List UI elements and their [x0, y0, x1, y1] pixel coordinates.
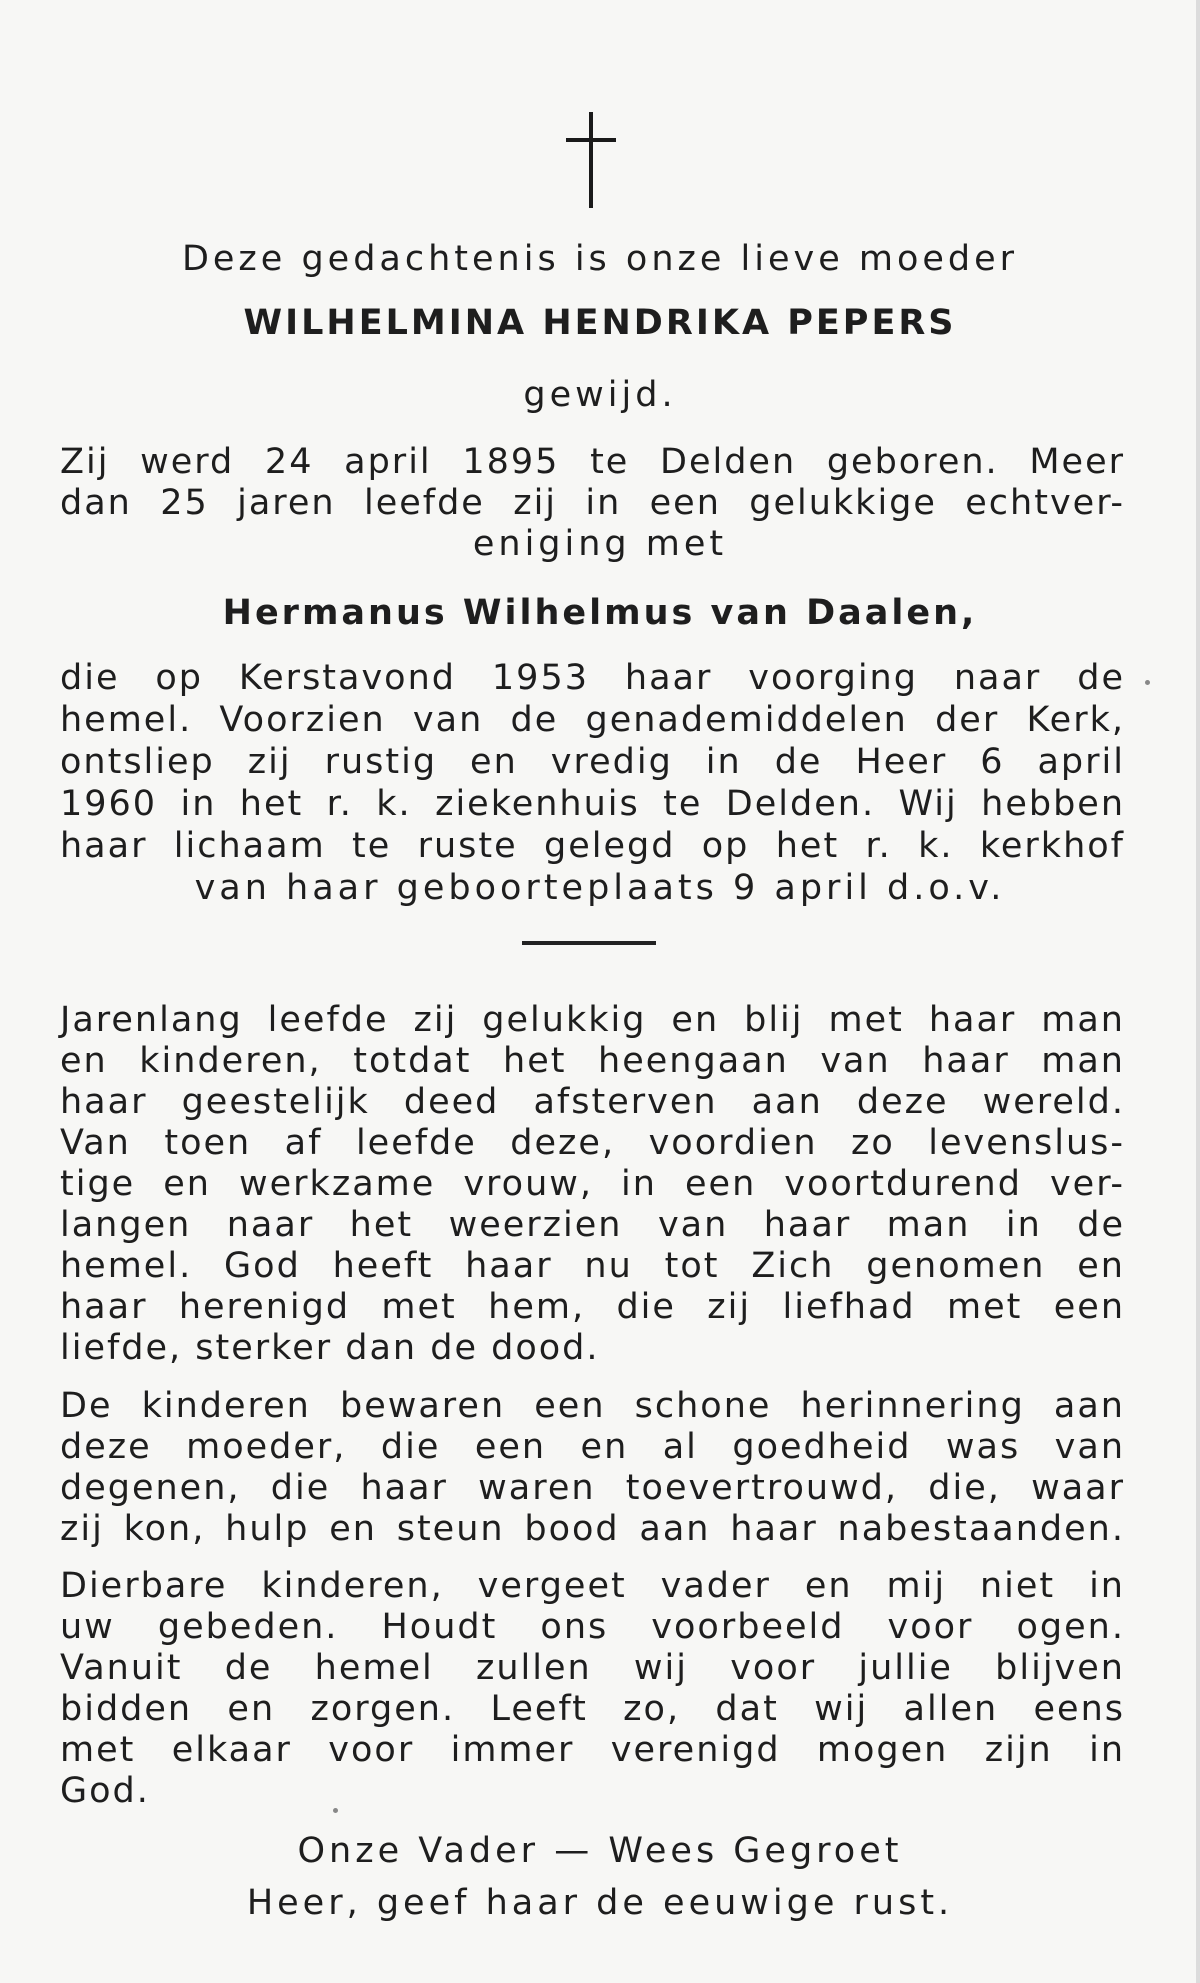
- bio-line: eniging met: [472, 524, 728, 564]
- paragraph-line: haar geestelijk deed afsterven aan deze wereld.: [60, 1082, 1125, 1122]
- paragraph-line: en kinderen, totdat het heengaan van haar man: [60, 1041, 1125, 1081]
- paragraph-line: Van toen af leefde deze, voordien zo levenslus-: [60, 1123, 1125, 1163]
- paragraph-line: haar herenigd met hem, die zij liefhad met een: [60, 1287, 1125, 1327]
- cross-icon: [566, 110, 616, 210]
- paragraph-line: degenen, die haar waren toevertrouwd, die, waar: [60, 1468, 1125, 1508]
- prayer-line: Onze Vader — Wees Gegroet: [297, 1831, 903, 1871]
- deceased-name: WILHELMINA HENDRIKA PEPERS: [243, 303, 957, 343]
- bio-line: van haar geboorteplaats 9 april d.o.v.: [194, 868, 1006, 908]
- paragraph-line: tige en werkzame vrouw, in een voortdurend ver-: [60, 1164, 1125, 1204]
- bio-line: haar lichaam te ruste gelegd op het r. k. kerkhof: [60, 826, 1125, 866]
- paragraph-line: zij kon, hulp en steun bood aan haar nabestaanden.: [60, 1509, 1125, 1549]
- dedicated-word: gewijd.: [523, 375, 677, 415]
- paragraph-line: Jarenlang leefde zij gelukkig en blij met haar man: [60, 1000, 1125, 1040]
- paragraph-line: Vanuit de hemel zullen wij voor jullie blijven: [60, 1648, 1125, 1688]
- paragraph-line: Dierbare kinderen, vergeet vader en mij niet in: [60, 1566, 1125, 1606]
- spouse-name: Hermanus Wilhelmus van Daalen,: [222, 593, 978, 633]
- paragraph-line: met elkaar voor immer verenigd mogen zijn in: [60, 1730, 1125, 1770]
- paragraph-line: hemel. God heeft haar nu tot Zich genomen en: [60, 1246, 1125, 1286]
- paragraph-line: God.: [60, 1771, 150, 1811]
- divider: [522, 941, 656, 945]
- bio-line: dan 25 jaren leefde zij in een gelukkige echtver-: [60, 483, 1125, 523]
- paragraph-line: bidden en zorgen. Leeft zo, dat wij allen eens: [60, 1689, 1125, 1729]
- paragraph-line: deze moeder, die een en al goedheid was van: [60, 1427, 1125, 1467]
- bio-line: 1960 in het r. k. ziekenhuis te Delden. Wij hebben: [60, 784, 1125, 824]
- paragraph-line: langen naar het weerzien van haar man in de: [60, 1205, 1125, 1245]
- bio-line: hemel. Voorzien van de genademiddelen der Kerk,: [60, 700, 1125, 740]
- bio-line: ontsliep zij rustig en vredig in de Heer 6 april: [60, 742, 1125, 782]
- paragraph-line: uw gebeden. Houdt ons voorbeeld voor ogen.: [60, 1607, 1125, 1647]
- speck: [333, 1808, 338, 1813]
- paragraph-line: liefde, sterker dan de dood.: [60, 1328, 600, 1368]
- bio-line: die op Kerstavond 1953 haar voorging naar de: [60, 658, 1125, 698]
- paragraph-line: De kinderen bewaren een schone herinnering aan: [60, 1386, 1125, 1426]
- bio-line: Zij werd 24 april 1895 te Delden geboren. Meer: [60, 442, 1125, 482]
- prayer-line: Heer, geef haar de eeuwige rust.: [246, 1883, 954, 1923]
- dedication-line: Deze gedachtenis is onze lieve moeder: [181, 239, 1019, 279]
- speck: [1145, 680, 1150, 685]
